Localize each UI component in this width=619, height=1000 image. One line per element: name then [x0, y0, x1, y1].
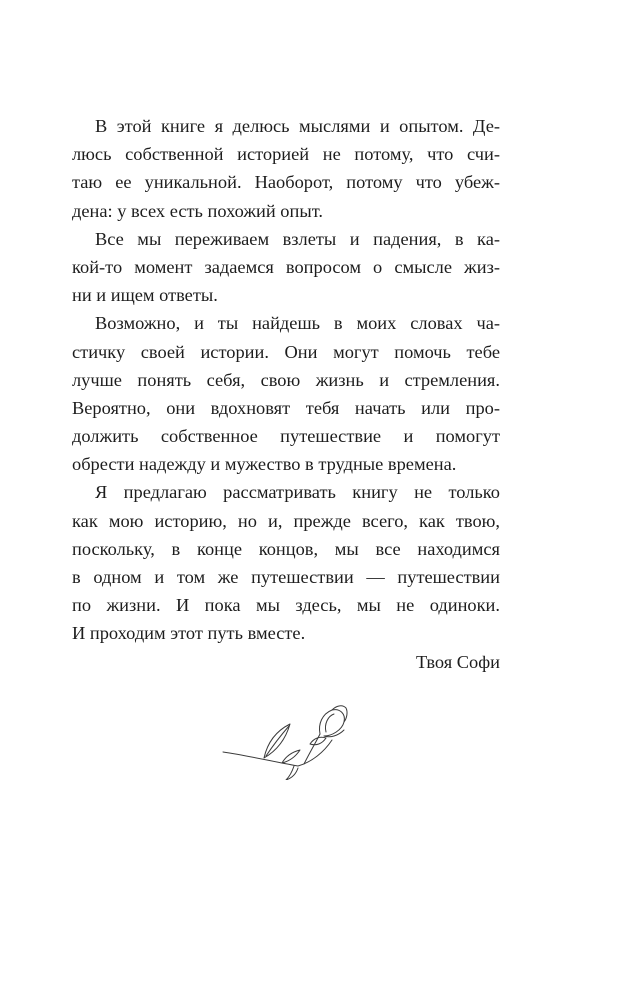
text-line: В этой книге я делюсь мыслями и опытом. Де- [95, 116, 500, 136]
text-line: в одном и том же путешествии — путешествии [72, 567, 500, 587]
text-line: люсь собственной историей не потому, что счи- [72, 144, 500, 165]
text-line: лучше понять себя, свою жизнь и стремления. [72, 369, 500, 390]
text-line: как мою историю, но и, прежде всего, как твою, [72, 510, 500, 531]
flower-icon [220, 700, 370, 780]
text-line: поскольку, в конце концов, мы все находимся [72, 538, 500, 559]
text-line: ни и ищем ответы. [72, 285, 218, 306]
text-line: кой-то момент задаемся вопросом о смысле жиз- [72, 256, 500, 277]
text-line: обрести надежду и мужество в трудные времена. [72, 454, 457, 475]
text-line: Я предлагаю рассматривать книгу не только [95, 482, 500, 503]
text-line: по жизни. И пока мы здесь, мы не одиноки. [72, 595, 500, 616]
paragraph-1 [72, 112, 500, 225]
text-line: стичку своей истории. Они могут помочь тебе [72, 341, 500, 362]
paragraph-3 [72, 309, 500, 478]
text-line: И проходим этот путь вместе. [72, 623, 306, 644]
text-line: таю ее уникальной. Наоборот, потому что убеж- [72, 172, 500, 193]
text-line: Возможно, и ты найдешь в моих словах ча- [95, 313, 500, 334]
paragraph-4 [72, 478, 500, 647]
signature: Твоя Софи [416, 651, 500, 672]
text-line: Все мы переживаем взлеты и падения, в ка- [95, 228, 500, 249]
paragraph-2 [72, 225, 500, 310]
text-line: Вероятно, они вдохновят тебя начать или про- [72, 397, 500, 418]
text-line: должить собственное путешествие и помогут [72, 426, 500, 447]
text-line: дена: у всех есть похожий опыт. [72, 200, 323, 221]
body-text [72, 112, 500, 676]
